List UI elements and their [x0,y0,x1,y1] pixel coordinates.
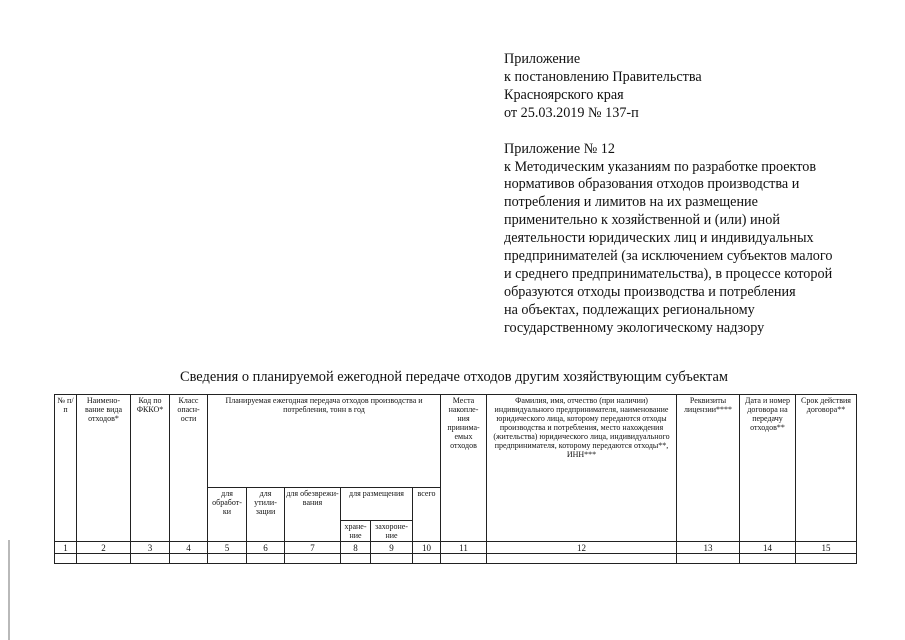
appendix-block [504,51,864,338]
appendix-sub-line: деятельности юридических лиц и индивидуальных [504,230,814,247]
empty-data-row [55,554,857,564]
header-utilization: для утили- зации [247,488,285,542]
header-hazard-class: Класс опасн- ости [170,395,208,542]
scan-artifact [8,540,10,640]
appendix-line: от 25.03.2019 № 137-п [504,104,639,121]
appendix-sub-line: образуются отходы производства и потребления [504,283,796,300]
appendix-sub-line: Приложение № 12 [504,140,615,157]
appendix-sub-line: к Методическим указаниям по разработке проектов [504,158,817,175]
header-planned-transfer: Планируемая ежегодная передача отходов производства и потребления, тонн в год [208,395,441,488]
appendix-sub-line: государственному экологическому надзору [504,319,765,336]
col-number: 8 [341,542,371,554]
header-contract-term: Срок действия договора** [796,395,857,542]
col-number: 2 [77,542,131,554]
col-number: 3 [131,542,170,554]
appendix-sub-line: применительно к хозяйственной и (или) иной [504,212,780,229]
appendix-sub-line: нормативов образования отходов производства и [504,176,800,193]
header-license: Реквизиты лицензии**** [677,395,740,542]
col-number: 5 [208,542,247,554]
col-number: 6 [247,542,285,554]
document-title: Сведения о планируемой ежегодной передаче отходов другим хозяйствующим субъектам [180,369,728,385]
appendix-sub-line: и среднего предпринимательства), в процессе которой [504,265,833,282]
col-number: 4 [170,542,208,554]
header-neutralization: для обезврежи- вания [285,488,341,542]
header-total: всего [413,488,441,542]
transfer-table [54,394,857,564]
header-recipient: Фамилия, имя, отчество (при наличии) индивидуального предпринимателя, наименование юридического лица, которому передаются отходы производства и потребления, место нахождения (жительства) юридического лица, индивидуального предпринимателя, которому передаются отходы**, ИНН*** [487,395,677,542]
header-contract: Дата и номер договора на передачу отходов** [740,395,796,542]
header-waste-name: Наимено- вание вида отходов* [77,395,131,542]
col-number: 11 [441,542,487,554]
header-burial: захороне- ние [371,521,413,542]
col-number: 15 [796,542,857,554]
col-number: 13 [677,542,740,554]
col-number: 12 [487,542,677,554]
header-processing: для обработ- ки [208,488,247,542]
header-storage: хране- ние [341,521,371,542]
header-num: № п/п [55,395,77,542]
header-fkko-code: Код по ФККО* [131,395,170,542]
appendix-sub-line: на объектах, подлежащих региональному [504,301,755,318]
header-placement: для размещения [341,488,413,521]
appendix-line: Красноярского края [504,86,624,103]
appendix-sub-line: предпринимателей (за исключением субъектов малого [504,248,833,265]
appendix-line: Приложение [504,51,581,67]
appendix-sub-line: потребления и лимитов на их размещение [504,194,758,211]
col-number: 1 [55,542,77,554]
col-number: 14 [740,542,796,554]
col-number: 10 [413,542,441,554]
col-number: 9 [371,542,413,554]
col-number: 7 [285,542,341,554]
appendix-line: к постановлению Правительства [504,68,702,85]
header-accumulation-places: Места накопле- ния принима- емых отходов [441,395,487,542]
